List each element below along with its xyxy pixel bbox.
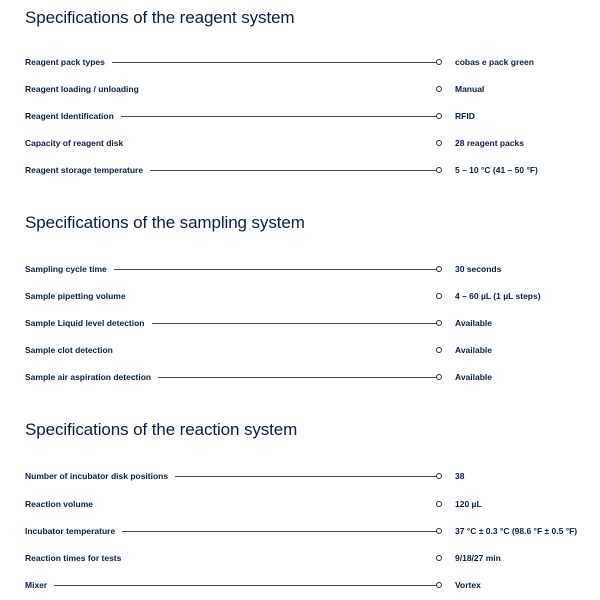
spec-label: Sample clot detection [25,343,120,357]
spec-row-reagent-pack-types [0,55,600,69]
spec-label: Incubator temperature [25,524,122,538]
spec-label: Reaction volume [25,497,100,511]
bullet-dot-icon [436,86,442,92]
bullet-dot-icon [436,113,442,119]
spec-value: 38 [455,471,465,481]
spec-value: Available [455,318,493,328]
spec-row-sample-clot-detection [0,343,600,357]
spec-row-reagent-disk-capacity [0,136,600,150]
spec-row-reaction-volume [0,497,600,511]
spec-row-reaction-times [0,551,600,565]
spec-label: Sample Liquid level detection [25,316,152,330]
bullet-dot-icon [436,347,442,353]
spec-label: Reagent storage temperature [25,163,150,177]
spec-row-sampling-cycle-time [0,262,600,276]
spec-value: 37 °C ± 0.3 °C (98.6 °F ± 0.5 °F) [455,526,578,536]
spec-row-reagent-loading [0,82,600,96]
bullet-dot-icon [436,140,442,146]
spec-row-mixer [0,578,600,592]
spec-row-reagent-identification [0,109,600,123]
spec-value: Vortex [455,580,481,590]
bullet-dot-icon [436,167,442,173]
spec-label: Sample air aspiration detection [25,370,158,384]
bullet-dot-icon [436,501,442,507]
bullet-dot-icon [436,582,442,588]
bullet-dot-icon [436,293,442,299]
spec-label: Reaction times for tests [25,551,128,565]
spec-value: Manual [455,84,485,94]
bullet-dot-icon [436,528,442,534]
spec-row-sample-pipetting-volume [0,289,600,303]
spec-value: 5 – 10 °C (41 – 50 °F) [455,165,538,175]
spec-label: Mixer [25,578,54,592]
spec-row-incubator-disk-positions [0,469,600,483]
spec-label: Reagent pack types [25,55,112,69]
section-title: Specifications of the reaction system [25,420,298,439]
spec-value: RFID [455,111,475,121]
spec-value: 9/18/27 min [455,553,501,563]
spec-value: Available [455,372,493,382]
spec-value: 28 reagent packs [455,138,524,148]
spec-row-sample-air-aspiration-detection [0,370,600,384]
spec-value: 120 µL [455,499,482,509]
spec-label: Capacity of reagent disk [25,136,130,150]
bullet-dot-icon [436,374,442,380]
spec-label: Sampling cycle time [25,262,114,276]
spec-row-sample-liquid-level-detection [0,316,600,330]
spec-label: Number of incubator disk positions [25,469,175,483]
bullet-dot-icon [436,320,442,326]
bullet-dot-icon [436,59,442,65]
spec-row-reagent-storage-temperature [0,163,600,177]
bullet-dot-icon [436,266,442,272]
spec-value: 4 – 60 µL (1 µL steps) [455,291,541,301]
leader-line [25,585,437,586]
spec-label: Reagent loading / unloading [25,82,146,96]
bullet-dot-icon [436,473,442,479]
spec-value: 30 seconds [455,264,502,274]
spec-row-incubator-temperature [0,524,600,538]
spec-value: cobas e pack green [455,57,534,67]
spec-value: Available [455,345,493,355]
section-title: Specifications of the reagent system [25,8,295,27]
section-title: Specifications of the sampling system [25,213,305,232]
spec-label: Sample pipetting volume [25,289,133,303]
bullet-dot-icon [436,555,442,561]
spec-label: Reagent Identification [25,109,121,123]
